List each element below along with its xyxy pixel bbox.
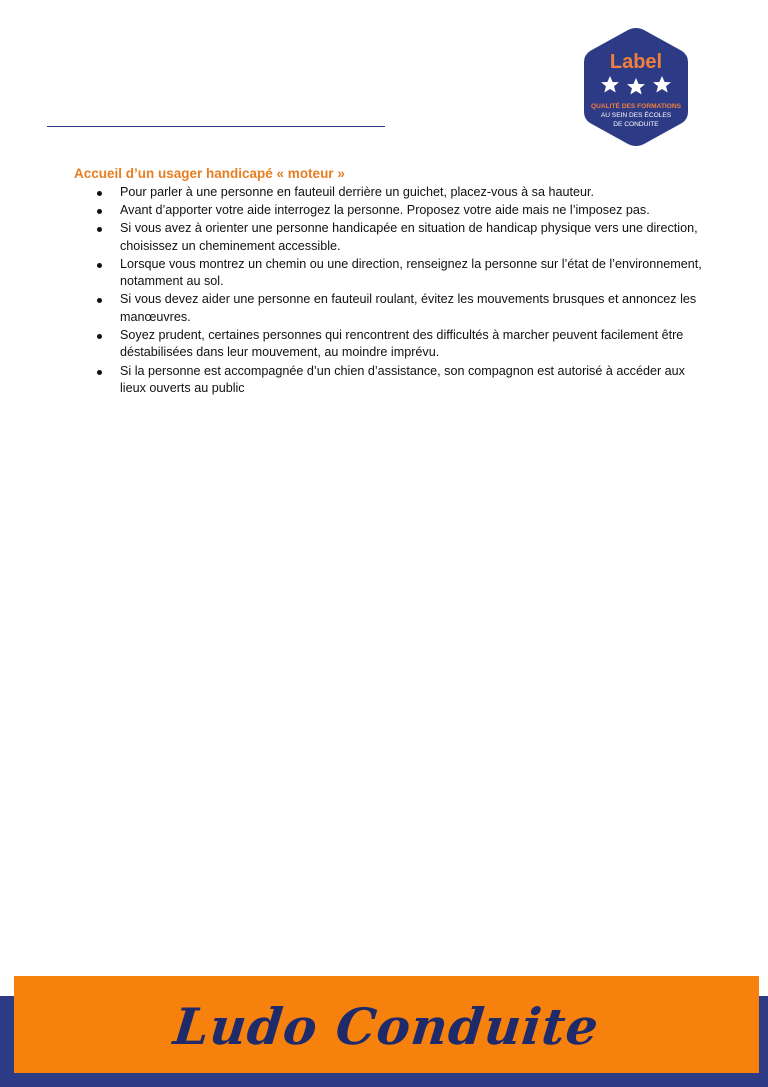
list-item-text: Si vous devez aider une personne en fauteuil roulant, évitez les mouvements brusques et annoncez les manœuvres.	[120, 292, 697, 324]
list-item	[74, 184, 704, 202]
header-divider	[47, 126, 385, 127]
list-item	[74, 220, 704, 255]
list-item	[74, 327, 704, 362]
list-item	[74, 256, 704, 291]
bullet-icon	[97, 191, 102, 196]
section-title: Accueil d’un usager handicapé « moteur »	[74, 166, 345, 181]
badge-label-text: Label	[609, 51, 663, 73]
bullet-icon	[97, 370, 102, 375]
bullet-icon	[97, 334, 102, 339]
list-item-text: Pour parler à une personne en fauteuil derrière un guichet, placez-vous à sa hauteur.	[120, 185, 594, 199]
bullet-icon	[97, 298, 102, 303]
footer-banner	[14, 976, 759, 1073]
badge-line-3: DE CONDUITE	[613, 121, 659, 128]
list-item-text: Si la personne est accompagnée d’un chien d’assistance, son compagnon est autorisé à accéder aux lieux ouverts au public	[120, 363, 685, 396]
badge-line-2: AU SEIN DES ÉCOLES	[600, 112, 672, 119]
list-item	[74, 291, 704, 326]
list-item-text: Si vous avez à orienter une personne handicapée en situation de handicap physique vers une direction, choisissez un cheminement accessible.	[120, 221, 698, 253]
bullet-icon	[97, 209, 102, 214]
list-item-text: Avant d’apporter votre aide interrogez la personne. Proposez votre aide mais ne l’imposez pas.	[120, 203, 650, 218]
bullet-icon	[97, 227, 102, 232]
list-item-text: Soyez prudent, certaines personnes qui rencontrent des difficultés à marcher peuvent facilement être déstabilisées dans leur mouvement, au moindre imprévu.	[120, 327, 684, 360]
list-item	[74, 202, 704, 220]
badge-line-1: QUALITÉ DES FORMATIONS	[591, 103, 681, 110]
guideline-list	[74, 184, 704, 398]
content-section	[74, 165, 704, 398]
quality-label-badge	[578, 24, 694, 150]
list-item	[74, 363, 704, 398]
brand-logo-text: Ludo Conduite	[170, 997, 603, 1056]
list-item-text: Lorsque vous montrez un chemin ou une direction, renseignez la personne sur l’état de l’environnement, notamment au sol.	[120, 256, 702, 289]
bullet-icon	[97, 263, 102, 268]
